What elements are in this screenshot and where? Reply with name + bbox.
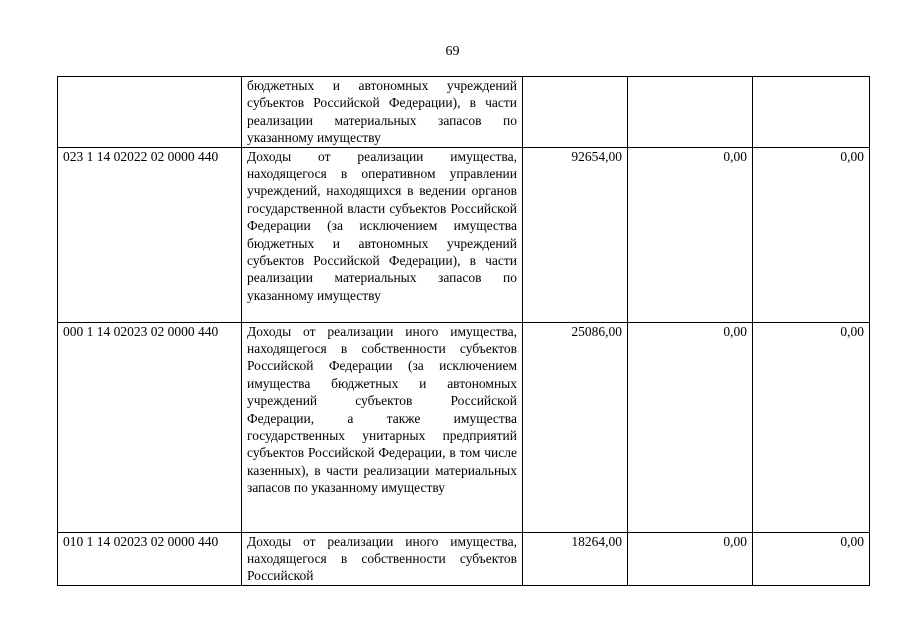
revenue-name-cell: бюджетных и автономных учреждений субъектов Российской Федерации), в части реализации материальных запасов по указанному имуществу	[242, 77, 523, 148]
page-number: 69	[445, 44, 460, 59]
amount-cell-2: 0,00	[628, 322, 753, 532]
amount-cell-3: 0,00	[753, 532, 870, 585]
budget-code-cell	[58, 77, 242, 148]
table-row	[58, 77, 870, 148]
revenue-table	[57, 76, 870, 586]
amount-cell-1	[523, 77, 628, 148]
table-row	[58, 532, 870, 585]
amount-cell-1: 18264,00	[523, 532, 628, 585]
budget-code-cell: 010 1 14 02023 02 0000 440	[58, 532, 242, 585]
amount-cell-3	[753, 77, 870, 148]
amount-cell-2: 0,00	[628, 532, 753, 585]
revenue-name-cell: Доходы от реализации иного имущества, находящегося в собственности субъектов Российской Федерации (за исключением имущества бюджетных и автономных учреждений субъектов Российской Федерации, а также имущества государственных унитарных предприятий субъектов Российской Федерации, в том числе казенных), в части реализации материальных запасов по указанному имуществу	[242, 322, 523, 532]
budget-code-cell: 000 1 14 02023 02 0000 440	[58, 322, 242, 532]
amount-cell-2	[628, 77, 753, 148]
revenue-name-cell: Доходы от реализации иного имущества, находящегося в собственности субъектов Российской	[242, 532, 523, 585]
amount-cell-2: 0,00	[628, 147, 753, 322]
amount-cell-1: 92654,00	[523, 147, 628, 322]
revenue-name-cell: Доходы от реализации имущества, находящегося в оперативном управлении учреждений, находящихся в ведении органов государственной власти субъектов Российской Федерации (за исключением имущества бюджетных и автономных учреждений субъектов Российской Федерации), в части реализации материальных запасов по указанному имуществу	[242, 147, 523, 322]
budget-code-cell: 023 1 14 02022 02 0000 440	[58, 147, 242, 322]
table-row	[58, 322, 870, 532]
amount-cell-1: 25086,00	[523, 322, 628, 532]
table-row	[58, 147, 870, 322]
amount-cell-3: 0,00	[753, 147, 870, 322]
amount-cell-3: 0,00	[753, 322, 870, 532]
